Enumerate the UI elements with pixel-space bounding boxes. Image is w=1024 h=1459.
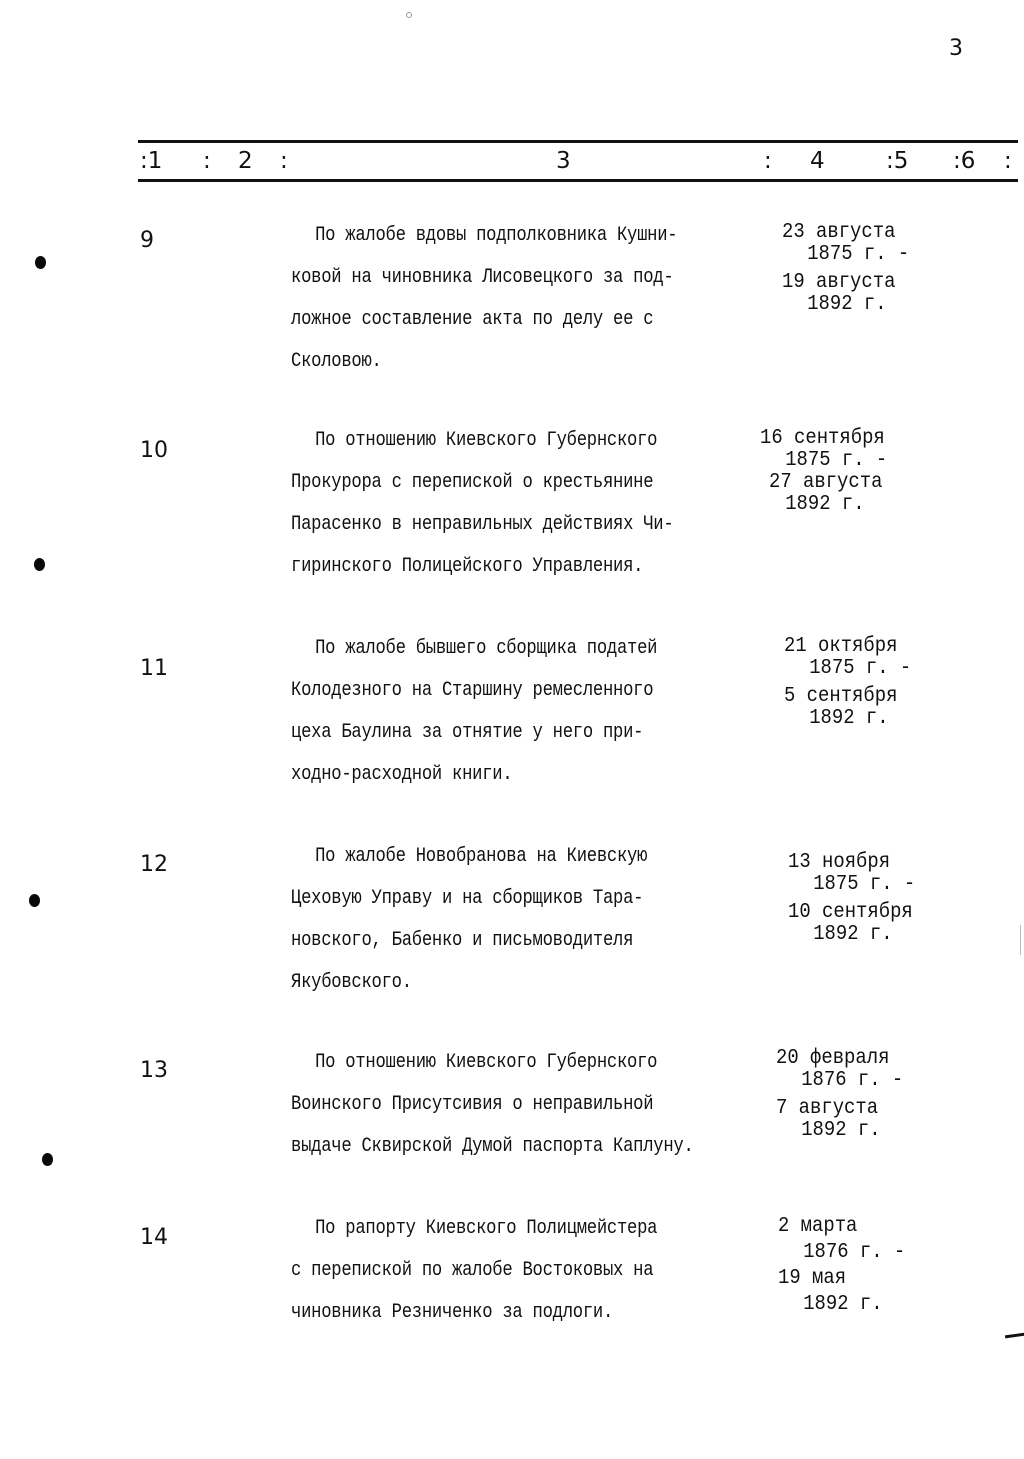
description-line: По жалобе бывшего сборщика податей xyxy=(315,637,658,660)
date-start: 16 сентября xyxy=(760,427,885,450)
scan-edge-mark xyxy=(1005,1333,1024,1339)
description-line: ложное составление акта по делу ее с xyxy=(291,308,654,331)
description-line: Якубовского. xyxy=(291,971,412,994)
date-end-year: 1892 г. xyxy=(785,493,865,516)
entry-number: 13 xyxy=(140,1058,168,1083)
date-end: 5 сентября xyxy=(784,685,898,708)
description-line: чиновника Резниченко за подлоги. xyxy=(291,1301,614,1324)
date-start-year: 1875 г. - xyxy=(813,873,916,896)
description-line: Парасенко в неправильных действиях Чи- xyxy=(291,513,674,536)
date-end-year: 1892 г. xyxy=(807,293,887,316)
date-end: 10 сентября xyxy=(788,901,913,924)
date-start: 2 марта xyxy=(778,1215,858,1238)
entry-dates xyxy=(782,222,909,316)
entry-description xyxy=(291,1042,704,1168)
date-end: 19 августа xyxy=(782,271,896,294)
header-rule-bottom xyxy=(138,179,1018,182)
date-start: 21 октября xyxy=(784,635,898,658)
description-line: Цеховую Управу и на сборщиков Тара- xyxy=(291,887,644,910)
description-line: Воинского Присутсивия о неправильной xyxy=(291,1093,654,1116)
page-number: 3 xyxy=(949,36,963,61)
header-sep: : xyxy=(203,148,211,174)
description-line: По рапорту Киевского Полицмейстера xyxy=(315,1217,658,1240)
date-end: 27 августа xyxy=(769,471,883,494)
entry-dates xyxy=(778,1214,905,1318)
date-start-year: 1875 г. - xyxy=(807,243,910,266)
date-start: 13 ноября xyxy=(788,851,891,874)
entry-number: 10 xyxy=(140,438,168,463)
entry-description xyxy=(291,836,704,1004)
top-punch-dot xyxy=(406,12,412,18)
date-end: 7 августа xyxy=(776,1097,879,1120)
description-line: цеха Баулина за отнятие у него при- xyxy=(291,721,644,744)
date-start-year: 1876 г. - xyxy=(801,1069,904,1092)
description-line: По жалобе вдовы подполковника Кушни- xyxy=(315,224,678,247)
punch-hole-mark xyxy=(34,558,45,571)
header-sep: : xyxy=(1004,148,1012,174)
header-sep: : xyxy=(764,148,772,174)
header-rule-top xyxy=(138,140,1018,143)
entry-description xyxy=(291,1208,704,1334)
date-end-year: 1892 г. xyxy=(803,1293,883,1316)
entry-dates xyxy=(776,1048,903,1142)
date-end-year: 1892 г. xyxy=(809,707,889,730)
date-start-year: 1875 г. - xyxy=(809,657,912,680)
entry-dates xyxy=(784,636,911,730)
punch-hole-mark xyxy=(35,256,46,269)
description-line: По отношению Киевского Губернского xyxy=(315,1051,658,1074)
punch-hole-mark xyxy=(42,1153,53,1166)
date-end-year: 1892 г. xyxy=(801,1119,881,1142)
description-line: выдаче Сквирской Думой паспорта Каплуну. xyxy=(291,1135,694,1158)
header-col-2: 2 xyxy=(238,148,253,174)
header-col-4: 4 xyxy=(810,148,825,174)
header-col-6: :6 xyxy=(953,148,976,174)
date-start-year: 1875 г. - xyxy=(785,449,888,472)
header-col-1: :1 xyxy=(140,148,163,174)
header-col-3: 3 xyxy=(556,148,571,174)
entry-description xyxy=(291,628,704,796)
description-line: Колодезного на Старшину ремесленного xyxy=(291,679,654,702)
date-start: 23 августа xyxy=(782,221,896,244)
date-end-year: 1892 г. xyxy=(813,923,893,946)
header-col-5: :5 xyxy=(886,148,909,174)
entry-description xyxy=(291,420,704,588)
description-line: гиринского Полицейского Управления. xyxy=(291,555,644,578)
description-line: новского, Бабенко и письмоводителя xyxy=(291,929,634,952)
entry-number: 12 xyxy=(140,852,168,877)
entry-description xyxy=(291,215,704,383)
date-start: 20 февраля xyxy=(776,1047,890,1070)
entry-dates xyxy=(760,428,887,516)
scan-edge-line xyxy=(1020,925,1021,955)
date-start-year: 1876 г. - xyxy=(803,1241,906,1264)
header-sep: : xyxy=(280,148,288,174)
entry-number: 11 xyxy=(140,656,168,681)
date-end: 19 мая xyxy=(778,1267,847,1290)
entry-dates xyxy=(788,852,915,946)
description-line: Прокурора с перепиской о крестьянине xyxy=(291,471,654,494)
entry-number: 9 xyxy=(140,228,154,253)
description-line: По отношению Киевского Губернского xyxy=(315,429,658,452)
entry-number: 14 xyxy=(140,1225,168,1250)
description-line: ходно-расходной книги. xyxy=(291,763,513,786)
description-line: По жалобе Новобранова на Киевскую xyxy=(315,845,648,868)
punch-hole-mark xyxy=(29,894,40,907)
description-line: ковой на чиновника Лисовецкого за под- xyxy=(291,266,674,289)
description-line: с перепиской по жалобе Востоковых на xyxy=(291,1259,654,1282)
description-line: Сколовою. xyxy=(291,350,382,373)
